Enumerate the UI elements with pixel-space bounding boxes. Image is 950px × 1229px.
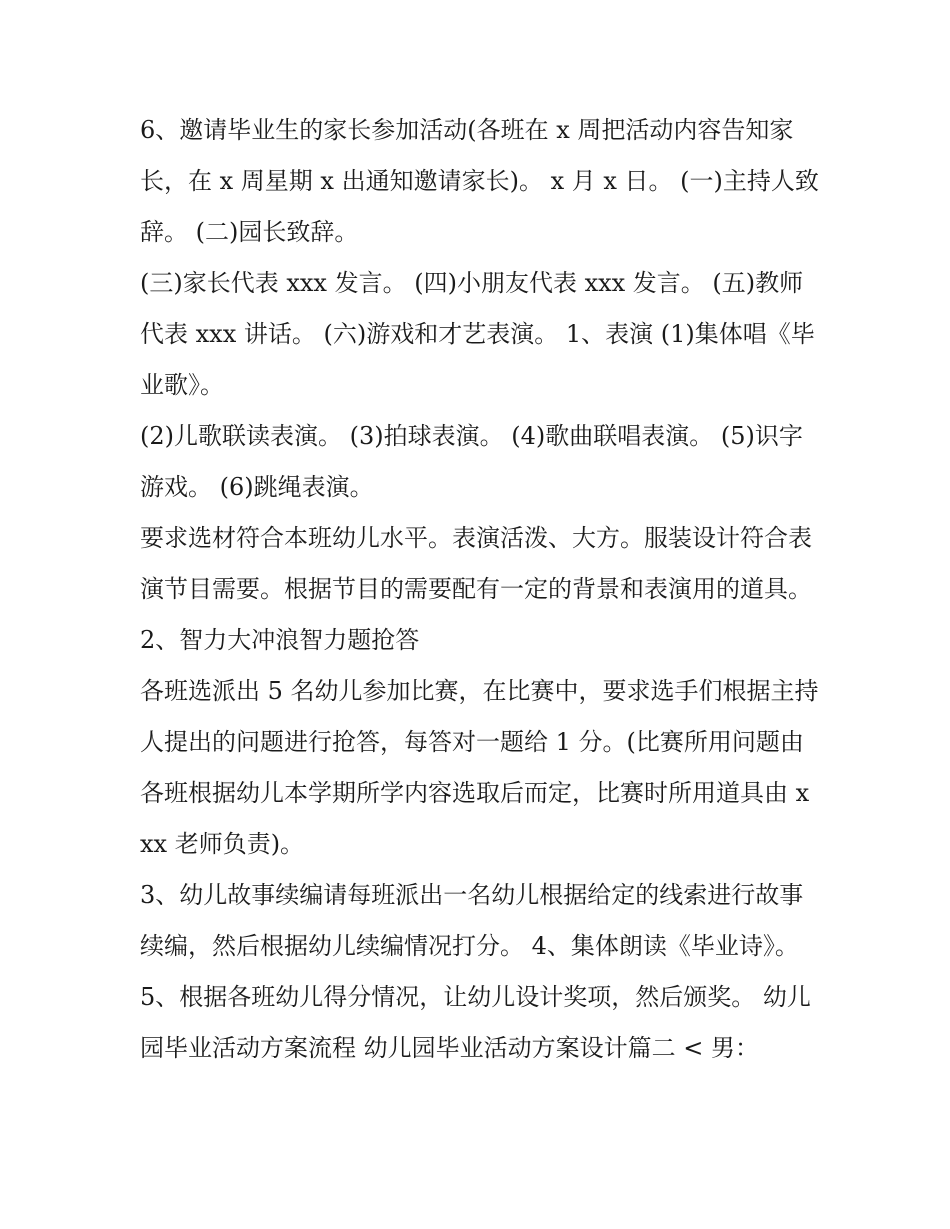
paragraph-invitation: 6、邀请毕业生的家长参加活动(各班在 x 周把活动内容告知家长，在 x 周星期 x 出通知邀请家长)。 x 月 x 日。 (一)主持人致辞。 (二)园长致辞。 — [140, 116, 819, 246]
paragraph-requirements: 要求选材符合本班幼儿水平。表演活泼、大方。服装设计符合表演节目需要。根据节目的需要配有一定的背景和表演用的道具。 2、智力大冲浪智力题抢答 — [140, 524, 812, 654]
paragraph-speeches: (三)家长代表 xxx 发言。 (四)小朋友代表 xxx 发言。 (五)教师代表 xxx 讲话。 (六)游戏和才艺表演。 1、表演 (1)集体唱《毕业歌》。 — [140, 269, 815, 399]
paragraph-quiz: 各班选派出 5 名幼儿参加比赛，在比赛中，要求选手们根据主持人提出的问题进行抢答，每答对一题给 1 分。(比赛所用问题由各班根据幼儿本学期所学内容选取后而定，比赛时所用道具由 xxx 老师负责)。 — [140, 677, 819, 858]
paragraph-performances: (2)儿歌联读表演。 (3)拍球表演。 (4)歌曲联唱表演。 (5)识字游戏。 (6)跳绳表演。 — [140, 422, 803, 501]
paragraph-awards: 5、根据各班幼儿得分情况，让幼儿设计奖项，然后颁奖。 幼儿园毕业活动方案流程 幼儿园毕业活动方案设计篇二 < 男： — [140, 983, 811, 1062]
document-body — [140, 105, 820, 1074]
paragraph-story: 3、幼儿故事续编请每班派出一名幼儿根据给定的线索进行故事续编，然后根据幼儿续编情况打分。 4、集体朗读《毕业诗》。 — [140, 881, 804, 960]
